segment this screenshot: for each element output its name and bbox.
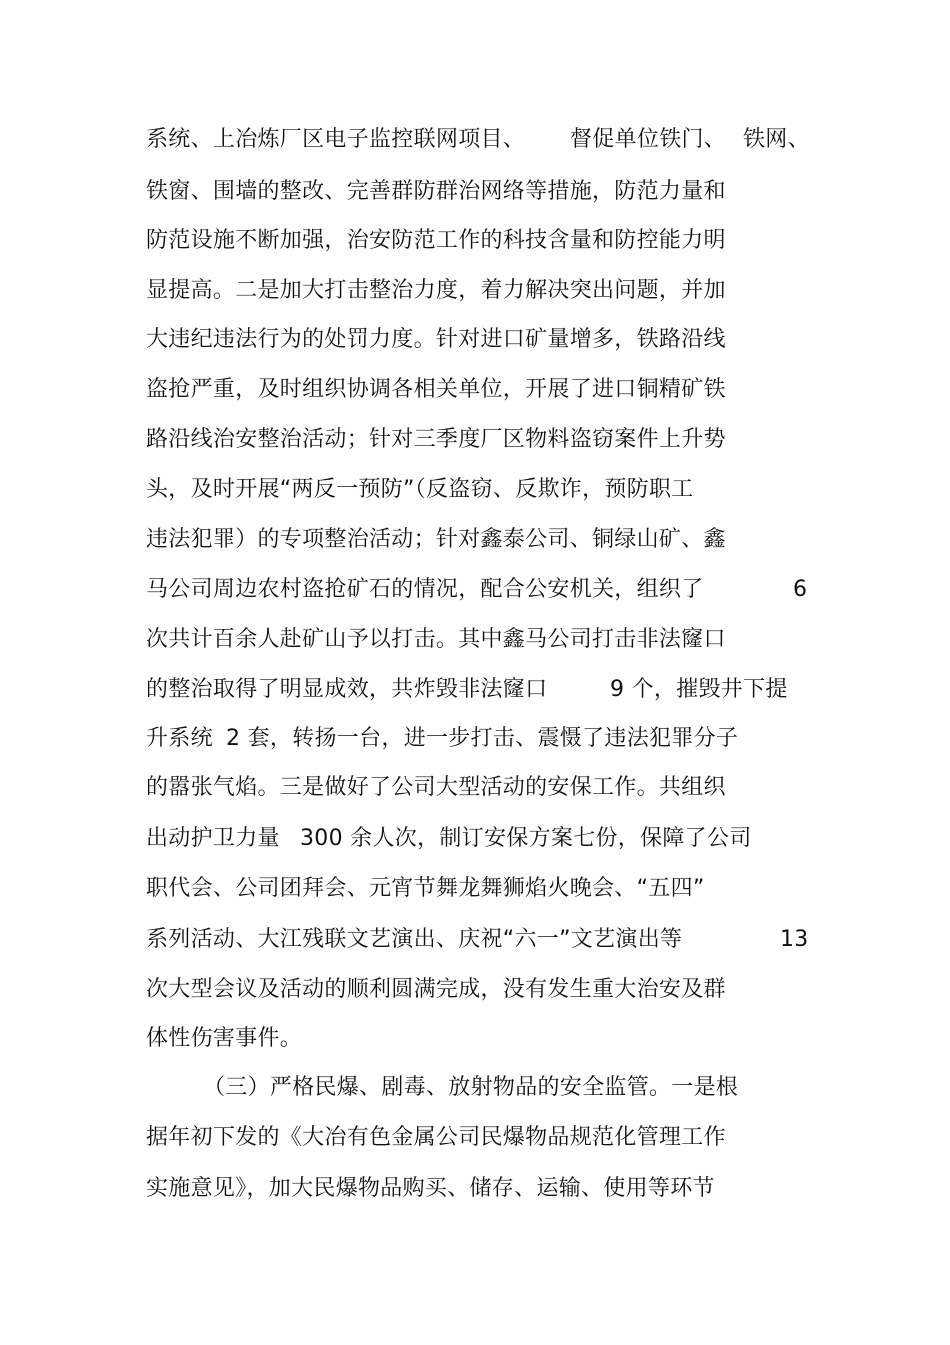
text-segment: 防范设施不断加强，治安防范工作的科技含量和防控能力明 (146, 228, 726, 253)
text-segment: 马公司周边农村盗抢矿石的情况，配合公安机关，组织了 (146, 577, 704, 602)
text-segment: 次大型会议及活动的顺利圆满完成，没有发生重大治安及群 (146, 977, 726, 1002)
text-line (146, 172, 826, 212)
text-segment: 盗抢严重，及时组织协调各相关单位，开展了进口铜精矿铁 (146, 377, 726, 402)
text-line (146, 120, 826, 160)
text-segment: 9 个，摧毁井下提 (610, 677, 788, 702)
text-line (146, 1019, 826, 1059)
text-line (146, 719, 826, 759)
text-line (146, 370, 826, 410)
text-line (146, 271, 826, 311)
text-segment: 头，及时开展“两反一预防”（反盗窃、反欺诈，预防职工 (146, 477, 694, 502)
text-segment: 督促单位铁门、 (570, 127, 727, 152)
text-line (146, 520, 826, 560)
text-line (146, 670, 826, 710)
text-segment: 体性伤害事件。 (146, 1026, 303, 1051)
text-line (146, 420, 826, 460)
text-segment: 的嚣张气焰。三是做好了公司大型活动的安保工作。共组织 (146, 775, 726, 800)
text-segment: 2 套，转扬一台，进一步打击、震慑了违法犯罪分子 (226, 726, 739, 751)
text-segment: 系列活动、大江残联文艺演出、庆祝“六一”文艺演出等 (146, 927, 683, 952)
text-line (146, 620, 826, 660)
text-line (146, 819, 826, 859)
text-segment: 显提高。二是加大打击整治力度，着力解决突出问题，并加 (146, 278, 726, 303)
text-segment: 出动护卫力量 (146, 826, 280, 851)
text-line (203, 1068, 883, 1108)
text-segment: 次共计百余人赴矿山予以打击。其中鑫马公司打击非法窿口 (146, 627, 726, 652)
text-line (146, 1118, 826, 1158)
text-line (146, 320, 826, 360)
text-segment: 13 (780, 927, 809, 952)
text-line (146, 470, 826, 510)
text-segment: 的整治取得了明显成效，共炸毁非法窿口 (146, 677, 548, 702)
text-segment: 6 (793, 577, 808, 602)
text-line (146, 1169, 826, 1209)
text-segment: 违法犯罪）的专项整治活动；针对鑫泰公司、铜绿山矿、鑫 (146, 527, 726, 552)
text-segment: 路沿线治安整治活动；针对三季度厂区物料盗窃案件上升势 (146, 427, 726, 452)
text-segment: （三）严格民爆、剧毒、放射物品的安全监管。一是根 (203, 1075, 739, 1100)
text-segment: 大违纪违法行为的处罚力度。针对进口矿量增多，铁路沿线 (146, 327, 726, 352)
text-segment: 铁窗、围墙的整改、完善群防群治网络等措施，防范力量和 (146, 179, 726, 204)
text-line (146, 920, 826, 960)
text-segment: 300 余人次，制订安保方案七份，保障了公司 (300, 826, 752, 851)
text-segment: 职代会、公司团拜会、元宵节舞龙舞狮焰火晚会、“五四” (146, 876, 705, 901)
text-segment: 铁网、 (743, 127, 810, 152)
text-segment: 系统、上冶炼厂区电子监控联网项目、 (146, 127, 526, 152)
text-segment: 据年初下发的《大冶有色金属公司民爆物品规范化管理工作 (146, 1125, 726, 1150)
text-line (146, 970, 826, 1010)
text-line (146, 221, 826, 261)
text-segment: 升系统 (146, 726, 213, 751)
text-line (146, 869, 826, 909)
text-segment: 实施意见》，加大民爆物品购买、储存、运输、使用等环节 (146, 1176, 715, 1201)
text-line (146, 768, 826, 808)
text-line (146, 570, 826, 610)
